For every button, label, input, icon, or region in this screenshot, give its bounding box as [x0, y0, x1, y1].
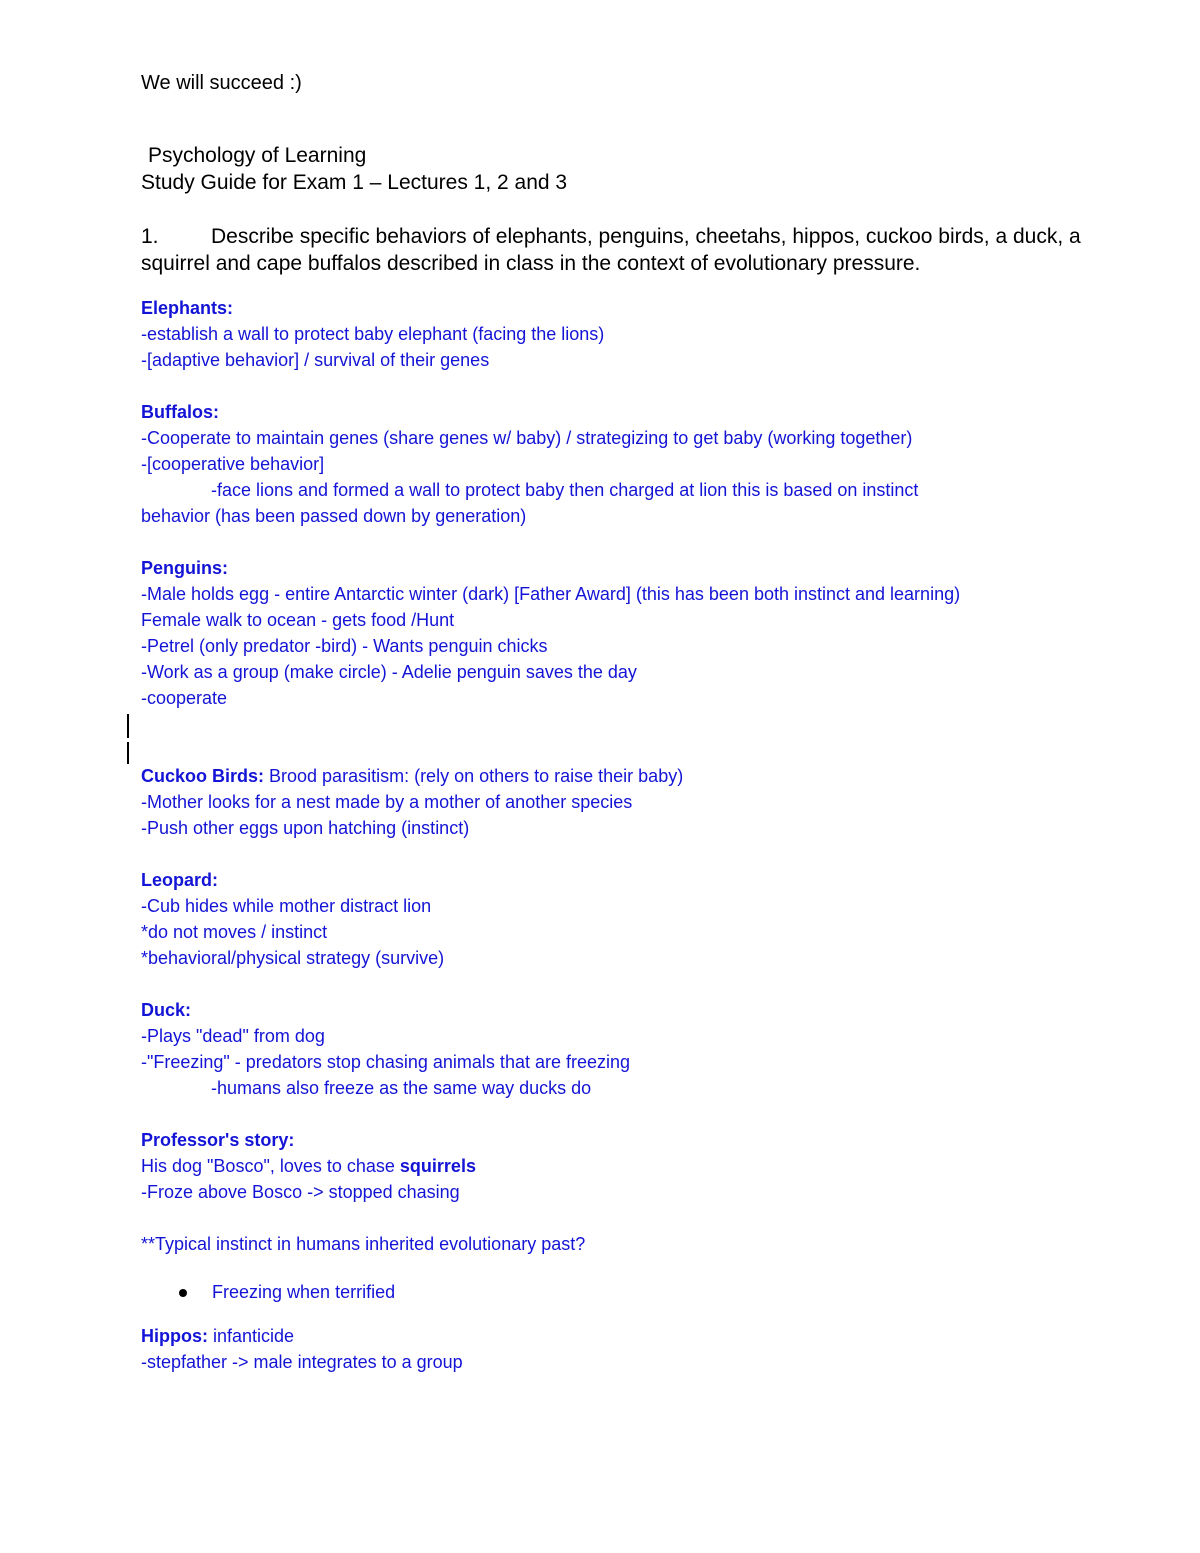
section-buffalos	[141, 399, 1101, 529]
note-line: -stepfather -> male integrates to a group	[141, 1352, 463, 1372]
note-line: -Push other eggs upon hatching (instinct)	[141, 818, 470, 838]
note-line: -[adaptive behavior] / survival of their genes	[141, 350, 490, 370]
note-line	[141, 1153, 1101, 1179]
bullet-item	[141, 1279, 1101, 1305]
heading-leopard: Leopard:	[141, 870, 219, 890]
heading-professor: Professor's story:	[141, 1130, 295, 1150]
heading-duck: Duck:	[141, 1000, 192, 1020]
intro-line: We will succeed :)	[141, 72, 302, 94]
section-duck	[141, 997, 1101, 1101]
answer-notes	[141, 295, 1101, 1375]
question-text: Describe specific behaviors of elephants, penguins, cheetahs, hippos, cuckoo birds, a duck, a squirrel and cape buffalos described in class in the context of evolutionary pressure.	[141, 225, 1081, 275]
note-line: -Petrel (only predator -bird) - Wants penguin chicks	[141, 636, 548, 656]
cuckoo-heading-line	[141, 763, 1101, 789]
section-hippos	[141, 1323, 1101, 1375]
heading-elephants: Elephants:	[141, 298, 234, 318]
section-leopard	[141, 867, 1101, 971]
study-guide-title: Study Guide for Exam 1 – Lectures 1, 2 and 3	[141, 171, 568, 194]
note-line-indented: -humans also freeze as the same way ducks do	[211, 1078, 592, 1098]
section-professor	[141, 1127, 1101, 1205]
professor-line1-bold: squirrels	[399, 1156, 476, 1176]
bullet-text: Freezing when terrified	[212, 1282, 396, 1302]
text-cursor-icon	[127, 742, 129, 764]
note-line: -Male holds egg - entire Antarctic winter (dark) [Father Award] (this has been both instinct and learning)	[141, 584, 961, 604]
note-line: -"Freezing" - predators stop chasing animals that are freezing	[141, 1052, 631, 1072]
note-line: *behavioral/physical strategy (survive)	[141, 948, 445, 968]
question-1	[141, 223, 1101, 277]
note-line: -cooperate	[141, 688, 228, 708]
heading-buffalos: Buffalos:	[141, 402, 219, 422]
note-line: -[cooperative behavior]	[141, 454, 325, 474]
section-elephants	[141, 295, 1101, 373]
bullet-dot-icon	[179, 1289, 187, 1297]
note-line: behavior (has been passed down by generation)	[141, 506, 527, 526]
heading-hippos: Hippos:	[141, 1326, 208, 1346]
section-cuckoo	[141, 763, 1101, 841]
heading-penguins: Penguins:	[141, 558, 229, 578]
heading-cuckoo: Cuckoo Birds:	[141, 766, 265, 786]
text-cursor-icon	[127, 714, 129, 738]
note-line-indented: -face lions and formed a wall to protect baby then charged at lion this is based on instinct	[211, 480, 919, 500]
professor-line1-prefix: His dog "Bosco", loves to chase	[141, 1156, 400, 1176]
section-typical	[141, 1231, 1101, 1305]
hippos-heading-rest: infanticide	[208, 1326, 295, 1346]
note-line: -Cooperate to maintain genes (share genes w/ baby) / strategizing to get baby (working together)	[141, 428, 913, 448]
note-line: -Froze above Bosco -> stopped chasing	[141, 1182, 460, 1202]
note-line: Female walk to ocean - gets food /Hunt	[141, 610, 455, 630]
hippos-heading-line	[141, 1323, 1101, 1349]
note-line: -Work as a group (make circle) - Adelie penguin saves the day	[141, 662, 637, 682]
course-title: Psychology of Learning	[148, 144, 367, 167]
section-penguins	[141, 555, 1101, 711]
typical-question: **Typical instinct in humans inherited evolutionary past?	[141, 1234, 586, 1254]
question-number: 1.	[141, 225, 159, 248]
note-line: *do not moves / instinct	[141, 922, 328, 942]
cuckoo-heading-rest: Brood parasitism: (rely on others to raise their baby)	[264, 766, 684, 786]
note-line: -Cub hides while mother distract lion	[141, 896, 432, 916]
note-line: -Plays "dead" from dog	[141, 1026, 325, 1046]
note-line: -Mother looks for a nest made by a mother of another species	[141, 792, 633, 812]
document-page	[141, 70, 1101, 1375]
note-line: -establish a wall to protect baby elephant (facing the lions)	[141, 324, 605, 344]
